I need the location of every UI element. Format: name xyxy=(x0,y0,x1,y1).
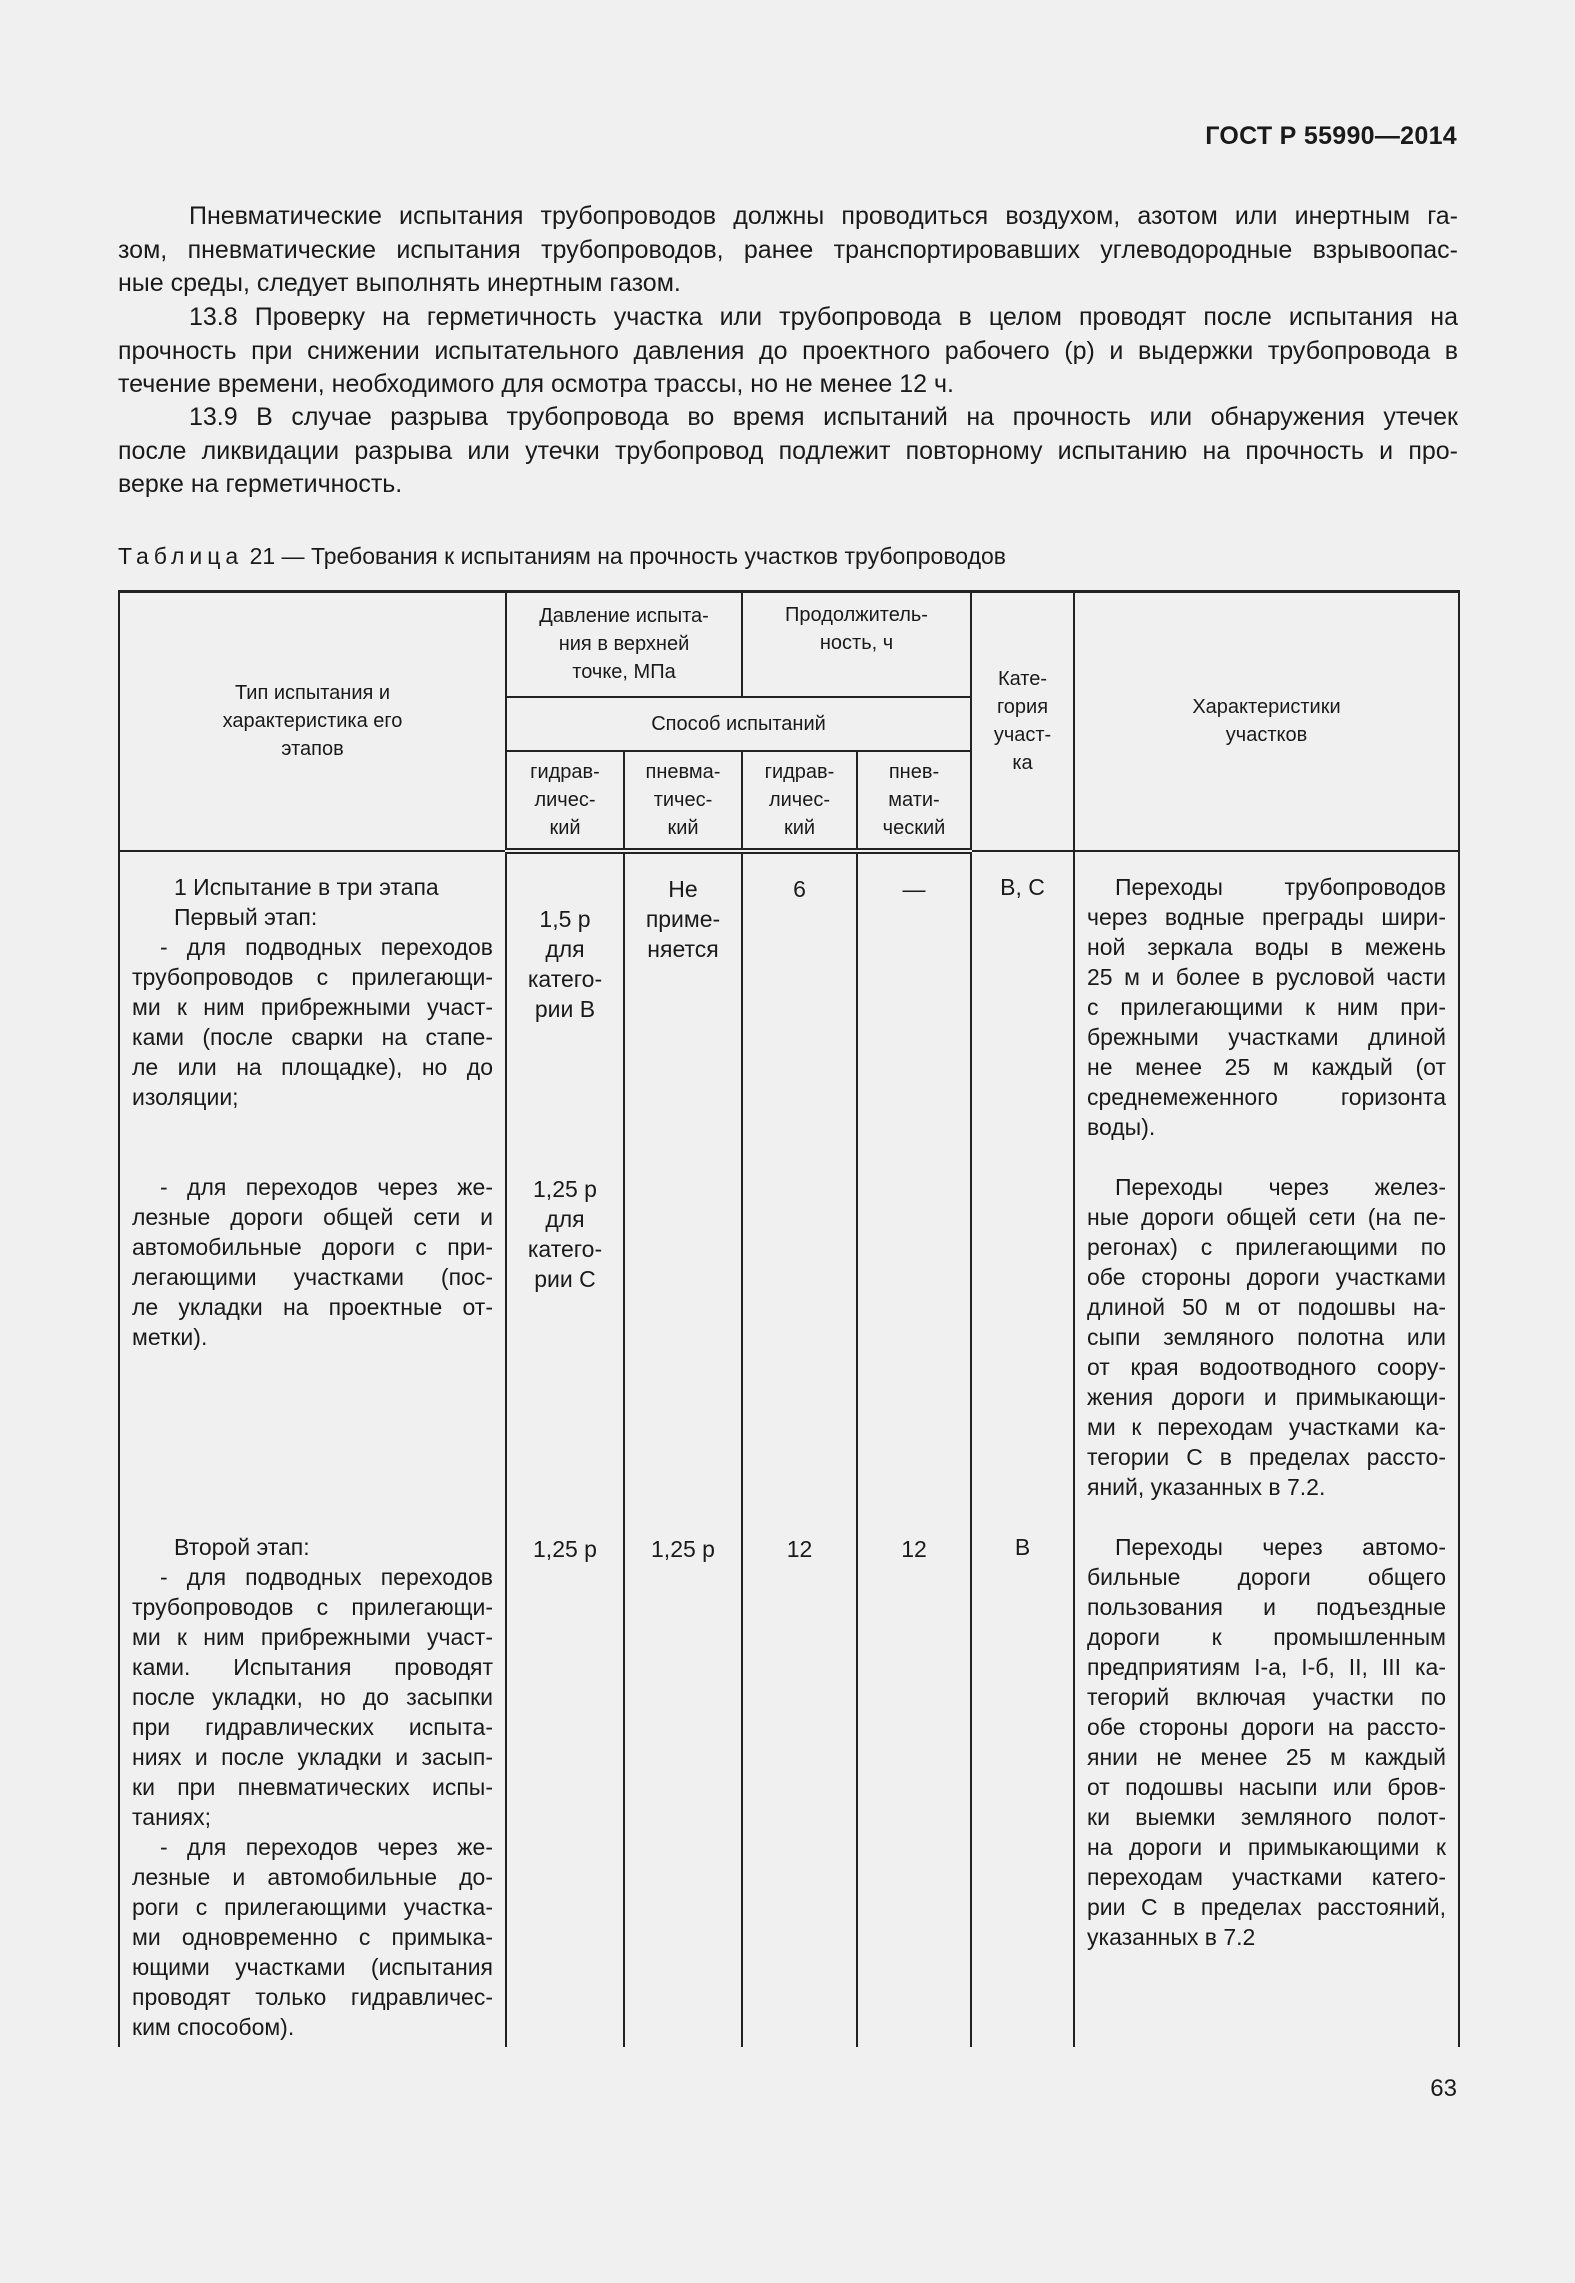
header-characteristics: Характеристики участков xyxy=(1074,592,1459,851)
header-duration: Продолжитель- ность, ч xyxy=(742,592,971,697)
text-line: 13.9 В случае разрыва трубопровода во время испытаний на прочность или обнаружения утечек xyxy=(189,403,1458,431)
cell-pressure-pneumatic: Не приме- няется 1,25 p xyxy=(624,851,742,2047)
table-caption xyxy=(118,543,1006,570)
header-category: Кате- гория участ- ка xyxy=(971,592,1074,851)
table-21 xyxy=(118,590,1460,2047)
pressure-value: 1,25 p xyxy=(533,1535,597,1562)
text-line: течение времени, необходимого для осмотра трассы, но не менее 12 ч. xyxy=(118,370,954,398)
table-row xyxy=(119,851,1459,2047)
cell-characteristics xyxy=(1074,851,1459,2047)
paragraph-pneumatic xyxy=(118,200,1458,301)
text-line: 13.8 Проверку на герметичность участка или трубопровода в целом проводят после испытания на xyxy=(189,303,1458,331)
table-caption-word: Таблица xyxy=(118,543,244,569)
header-pneumatic-pressure: пневма- тичес- кий xyxy=(624,751,742,851)
document-code: ГОСТ Р 55990—2014 xyxy=(1205,122,1457,150)
right-block-railways: Переходы через желез- ные дороги общей сети (на пе- регонах) с прилегающими по обе стороны дороги участками длиной 50 м от подошвы на- сыпи земляного полотна или от края водоотводного соору- жения дороги и примыкающи- ми к переходам участками ка- тегории С в пределах рассто- яний, указанных в 7.2. xyxy=(1087,1173,1446,1500)
left-block-second-stage: Второй этап: - для подводных переходов трубопроводов с прилегающи- ми к ним прибрежными участ- ками. Испытания проводят после укладки, но до засыпки при гидравлических испыта- ниях и после укладки и засып- ки при пневматических испы- таниях; - для переходов через же- лезные и автомобильные до- роги с прилегающими участка- ми одновременно с примыка- ющими участками (испытания проводят только гидравличес- ким способом). xyxy=(132,1533,493,2040)
pressure-value: 1,5 p xyxy=(539,905,591,932)
pressure-value: 1,25 p xyxy=(533,1175,597,1202)
header-pneumatic-duration: пнев- мати- ческий xyxy=(857,751,971,851)
header-hydraulic-pressure: гидрав- личес- кий xyxy=(506,751,624,851)
right-block-water: Переходы трубопроводов через водные преграды шири- ной зеркала воды в межень 25 м и более в русловой части с прилегающими к ним при- брежными участками длиной не менее 25 м каждый (от среднемеженного горизонта воды). xyxy=(1087,873,1446,1140)
cell-category: В, С В xyxy=(971,851,1074,2047)
cell-pressure-hydraulic: 1,5 p для катего- рии В 1,25 p для катего- рии С 1,25 p xyxy=(506,851,624,2047)
page-number: 63 xyxy=(1430,2075,1457,2102)
paragraph-13-8 xyxy=(118,301,1458,402)
header-hydraulic-duration: гидрав- личес- кий xyxy=(742,751,857,851)
cell-duration-pneumatic: — 12 xyxy=(857,851,971,2047)
left-block-railways: - для переходов через же- лезные дороги общей сети и автомобильные дороги с при- легающими участками (пос- ле укладки на проектные от- метки). xyxy=(132,1173,493,1350)
header-method: Способ испытаний xyxy=(506,697,971,751)
header-pressure: Давление испыта- ния в верхней точке, МПа xyxy=(506,592,742,697)
header-type: Тип испытания и характеристика его этапов xyxy=(119,592,506,851)
cell-test-type xyxy=(119,851,506,2047)
left-block-first-stage: 1 Испытание в три этапа Первый этап: - для подводных переходов трубопроводов с прилегающи- ми к ним прибрежными участ- ками (после сварки на стапе- ле или на площадке), но до изоляции; xyxy=(132,873,493,1110)
text-line: ные среды, следует выполнять инертным газом. xyxy=(118,269,681,297)
cell-duration-hydraulic: 6 12 xyxy=(742,851,857,2047)
text-line: Пневматические испытания трубопроводов должны проводиться воздухом, азотом или инертным га- xyxy=(189,202,1458,230)
table-caption-text: 21 — Требования к испытаниям на прочность участков трубопроводов xyxy=(243,543,1007,569)
text-line: верке на герметичность. xyxy=(118,470,403,498)
pressure-value: 1,25 p xyxy=(651,1535,715,1562)
text-line: прочность при снижении испытательного давления до проектного рабочего (p) и выдержки трубопровода в xyxy=(118,336,1458,365)
text-line: зом, пневматические испытания трубопроводов, ранее транспортировавших углеводородные взрывоопас- xyxy=(118,235,1458,264)
text-line: после ликвидации разрыва или утечки трубопровод подлежит повторному испытанию на прочность и про- xyxy=(118,436,1458,465)
paragraph-13-9 xyxy=(118,401,1458,502)
right-block-roads: Переходы через автомо- бильные дороги общего пользования и подъездные дороги к промышленным предприятиям I-а, I-б, II, III ка- тегорий включая участки по обе стороны дороги на рассто- янии не менее 25 м каждый от подошвы насыпи или бров- ки выемки земляного полот- на дороги и примыкающими к переходам участками катего- рии С в пределах расстояний, указанных в 7.2 xyxy=(1087,1533,1446,1950)
